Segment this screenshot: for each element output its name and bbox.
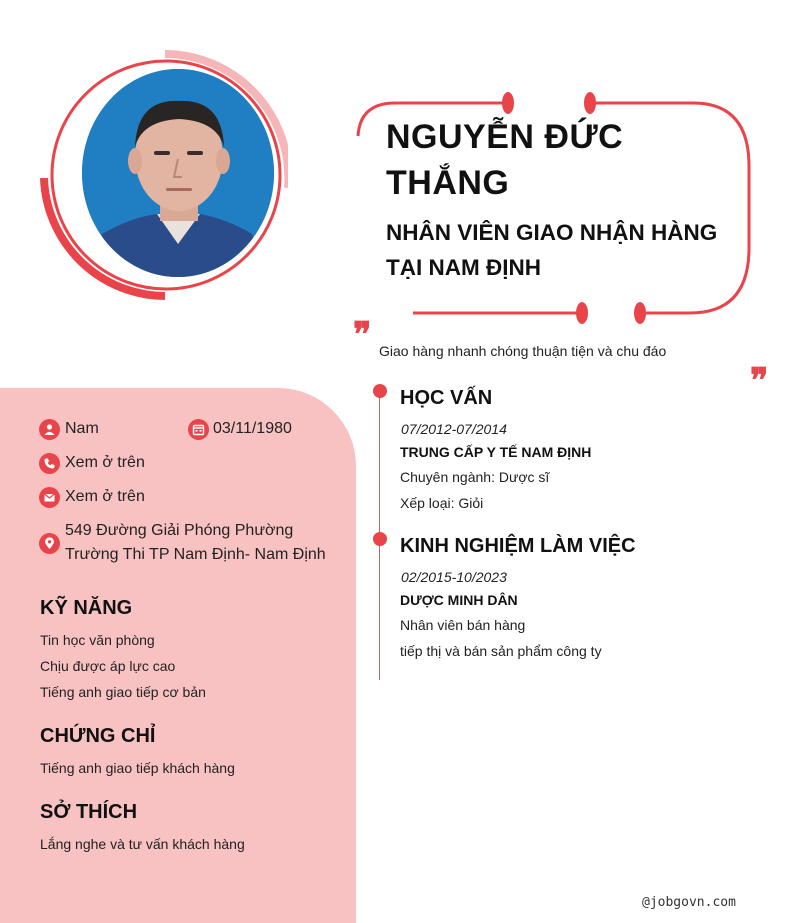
experience-description: tiếp thị và bán sản phẩm công ty (400, 643, 602, 659)
experience-period: 02/2015-10/2023 (401, 569, 507, 585)
job-title-line2: TẠI NAM ĐỊNH (386, 255, 541, 280)
email-value: Xem ở trên (65, 488, 145, 505)
job-title-line1: NHÂN VIÊN GIAO NHẬN HÀNG (386, 220, 718, 245)
career-objective: Giao hàng nhanh chóng thuận tiện và chu đáo (379, 343, 667, 359)
user-icon (39, 419, 60, 440)
avatar (82, 69, 274, 277)
experience-heading: KINH NGHIỆM LÀM VIỆC (400, 535, 636, 557)
quote-open-icon: ❞ (353, 315, 372, 355)
full-name-line1: NGUYỄN ĐỨC (386, 118, 624, 156)
certificates-heading: CHỨNG CHỈ (40, 725, 156, 747)
birthday-value: 03/11/1980 (213, 420, 292, 437)
phone-icon (39, 453, 60, 474)
education-major: Chuyên ngành: Dược sĩ (400, 469, 550, 485)
address-line1: 549 Đường Giải Phóng Phường (65, 522, 294, 539)
mail-icon (39, 487, 60, 508)
experience-role: Nhân viên bán hàng (400, 617, 526, 633)
full-name-line2: THẮNG (386, 164, 510, 202)
portrait-photo (82, 69, 274, 277)
education-heading: HỌC VẤN (400, 387, 493, 409)
skill-item: Tiếng anh giao tiếp cơ bản (40, 684, 206, 700)
skill-item: Chịu được áp lực cao (40, 658, 176, 674)
certificate-item: Tiếng anh giao tiếp khách hàng (40, 760, 235, 776)
gender-value: Nam (65, 420, 99, 437)
timeline-dot (373, 384, 387, 398)
school-name: TRUNG CẤP Y TẾ NAM ĐỊNH (400, 444, 592, 460)
address-line2: Trường Thi TP Nam Định- Nam Định (65, 546, 326, 563)
quote-close-icon: ❞ (750, 361, 769, 401)
watermark: @jobgovn.com (642, 895, 736, 910)
phone-value: Xem ở trên (65, 454, 145, 471)
hobby-item: Lắng nghe và tư vấn khách hàng (40, 836, 245, 852)
calendar-icon (188, 419, 209, 440)
education-grade: Xếp loại: Giỏi (400, 495, 484, 511)
education-period: 07/2012-07/2014 (401, 421, 507, 437)
skill-item: Tin học văn phòng (40, 632, 155, 648)
skills-heading: KỸ NĂNG (40, 597, 133, 619)
company-name: DƯỢC MINH DÂN (400, 592, 518, 608)
hobbies-heading: SỞ THÍCH (40, 801, 138, 823)
location-icon (39, 533, 60, 554)
timeline-dot (373, 532, 387, 546)
